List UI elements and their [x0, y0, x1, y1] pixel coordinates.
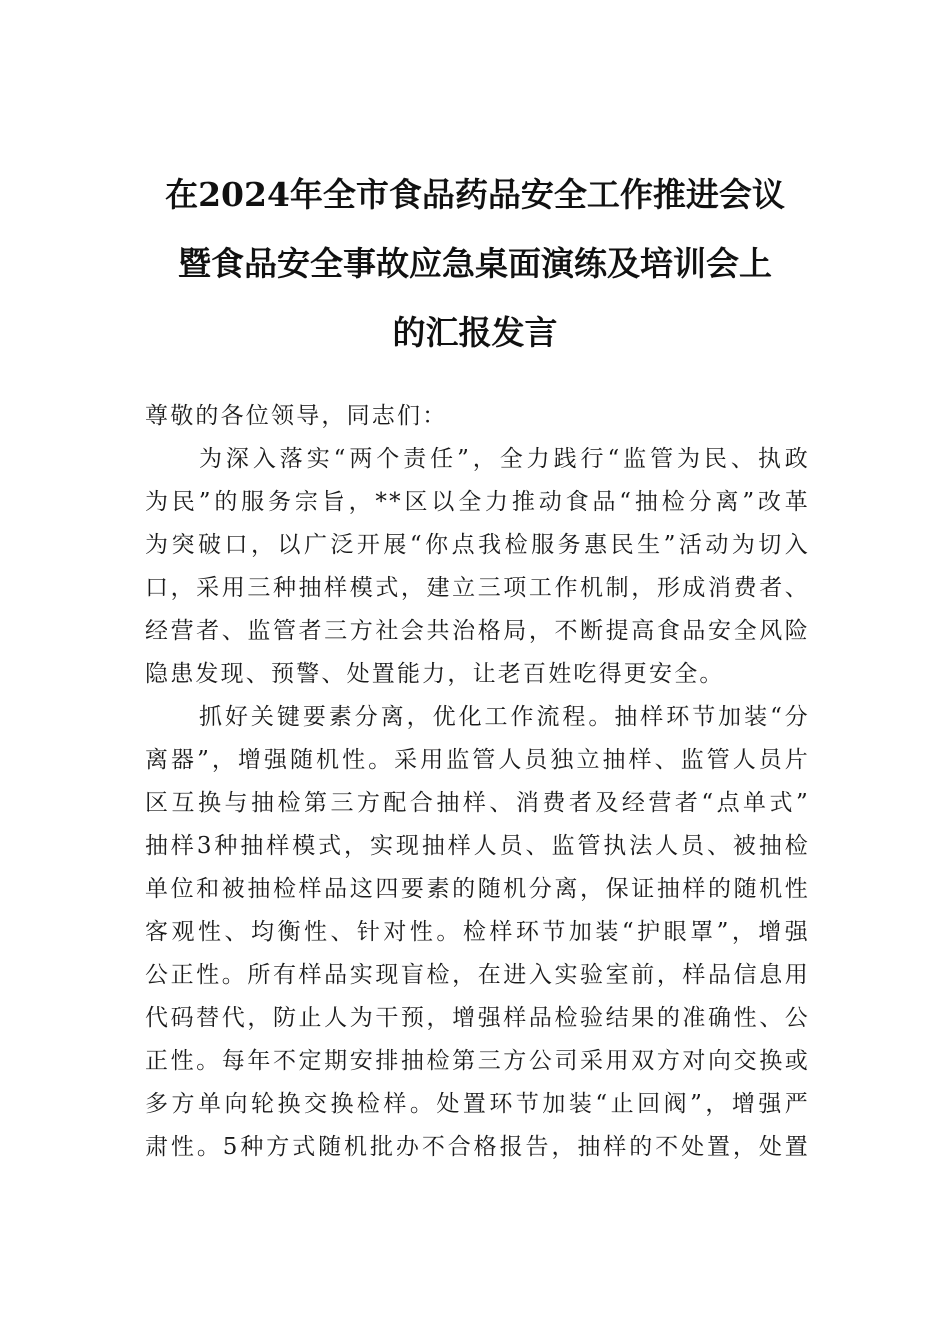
paragraph-line: 隐患发现、预警、处置能力，让老百姓吃得更安全。 — [145, 661, 725, 687]
paragraph-line: 抓好关键要素分离，优化工作流程。抽样环节加装“分 — [199, 704, 810, 730]
paragraph-line: 区互换与抽检第三方配合抽样、消费者及经营者“点单式” — [145, 790, 810, 816]
document-body — [145, 395, 810, 1169]
paragraph-line: 单位和被抽检样品这四要素的随机分离，保证抽样的随机性 — [145, 876, 810, 902]
paragraph-line: 代码替代，防止人为干预，增强样品检验结果的准确性、公 — [145, 1005, 810, 1031]
paragraph-line: 为民”的服务宗旨，**区以全力推动食品“抽检分离”改革 — [145, 489, 810, 515]
title-line-1: 在2024年全市食品药品安全工作推进会议 — [165, 175, 785, 214]
paragraph-line: 离器”，增强随机性。采用监管人员独立抽样、监管人员片 — [145, 747, 810, 773]
paragraph-line: 经营者、监管者三方社会共治格局，不断提高食品安全风险 — [145, 618, 810, 644]
title-line-2: 暨食品安全事故应急桌面演练及培训会上 — [178, 244, 772, 283]
title-line-3: 的汇报发言 — [392, 313, 558, 352]
paragraph-2 — [145, 696, 810, 1169]
paragraph-line: 正性。每年不定期安排抽检第三方公司采用双方对向交换或 — [145, 1048, 810, 1074]
paragraph-line: 肃性。5种方式随机批办不合格报告，抽样的不处置，处置 — [145, 1134, 810, 1160]
paragraph-line: 抽样3种抽样模式，实现抽样人员、监管执法人员、被抽检 — [145, 833, 810, 859]
document-title — [140, 160, 810, 367]
paragraph-line: 客观性、均衡性、针对性。检样环节加装“护眼罩”，增强 — [145, 919, 810, 945]
paragraph-1 — [145, 438, 810, 696]
paragraph-line: 为突破口，以广泛开展“你点我检服务惠民生”活动为切入 — [145, 532, 810, 558]
paragraph-line: 为深入落实“两个责任”，全力践行“监管为民、执政 — [199, 446, 810, 472]
salutation: 尊敬的各位领导，同志们： — [145, 403, 448, 429]
paragraph-line: 公正性。所有样品实现盲检，在进入实验室前，样品信息用 — [145, 962, 810, 988]
paragraph-line: 多方单向轮换交换检样。处置环节加装“止回阀”，增强严 — [145, 1091, 810, 1117]
paragraph-line: 口，采用三种抽样模式，建立三项工作机制，形成消费者、 — [145, 575, 810, 601]
